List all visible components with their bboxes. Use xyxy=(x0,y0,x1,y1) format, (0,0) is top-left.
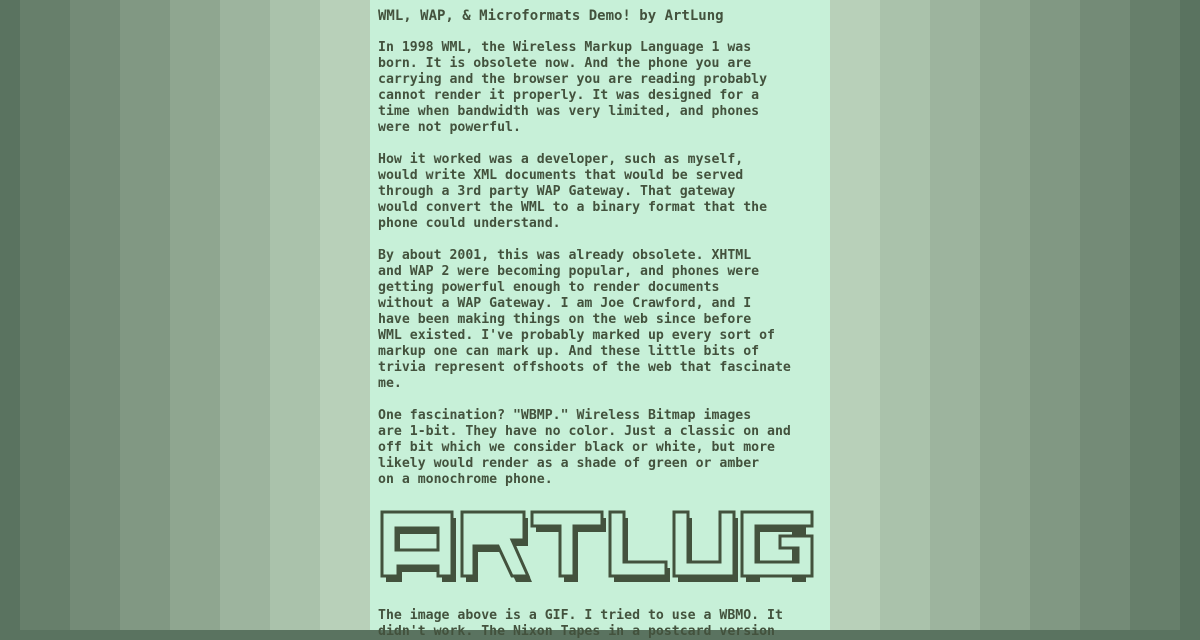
background-stripe xyxy=(930,0,980,630)
paragraph-wbmp: One fascination? "WBMP." Wireless Bitmap images are 1-bit. They have no color. Just a classic on and off bit which we consider black or white, but more likely would render as a shade of green or amber on a monochrome phone. xyxy=(378,408,791,487)
background-stripe xyxy=(980,0,1030,630)
background-stripe xyxy=(1080,0,1130,630)
background-stripe xyxy=(220,0,270,630)
background-stripe xyxy=(1030,0,1080,630)
paragraph-how-it-worked: How it worked was a developer, such as myself, would write XML documents that would be served through a 3rd party WAP Gateway. That gateway would convert the WML to a binary format that the phone could understand. xyxy=(378,152,768,231)
background-stripe xyxy=(270,0,320,630)
page-title: WML, WAP, & Microformats Demo! by ArtLung xyxy=(378,8,724,24)
artlung-logo-image xyxy=(378,504,822,590)
logo-letters xyxy=(382,512,812,576)
background-stripe xyxy=(830,0,880,630)
background-stripe xyxy=(320,0,370,630)
background-stripe xyxy=(170,0,220,630)
paragraph-obsolete: By about 2001, this was already obsolete. XHTML and WAP 2 were becoming popular, and phones were getting powerful enough to render documents without a WAP Gateway. I am Joe Crawford, and I have been making things on the web since before WML existed. I've probably marked up every sort of markup one can mark up. And these little bits of trivia represent offshoots of the web that fascinate me. xyxy=(378,248,791,391)
background-stripe xyxy=(1180,0,1200,630)
background-stripe xyxy=(1130,0,1180,630)
paragraph-intro: In 1998 WML, the Wireless Markup Language 1 was born. It is obsolete now. And the phone you are carrying and the browser you are reading probably cannot render it properly. It was designed for a time when bandwidth was very limited, and phones were not powerful. xyxy=(378,40,768,135)
artlung-logo xyxy=(378,504,822,592)
background-stripe xyxy=(70,0,120,630)
content-column xyxy=(370,0,830,639)
background-stripe xyxy=(880,0,930,630)
paragraph-after-logo: The image above is a GIF. I tried to use a WBMO. It didn't work. The Nixon Tapes in a postcard version xyxy=(378,608,783,639)
background-stripe xyxy=(0,0,20,630)
background-stripe xyxy=(20,0,70,630)
background-stripe xyxy=(120,0,170,630)
article xyxy=(370,0,830,640)
